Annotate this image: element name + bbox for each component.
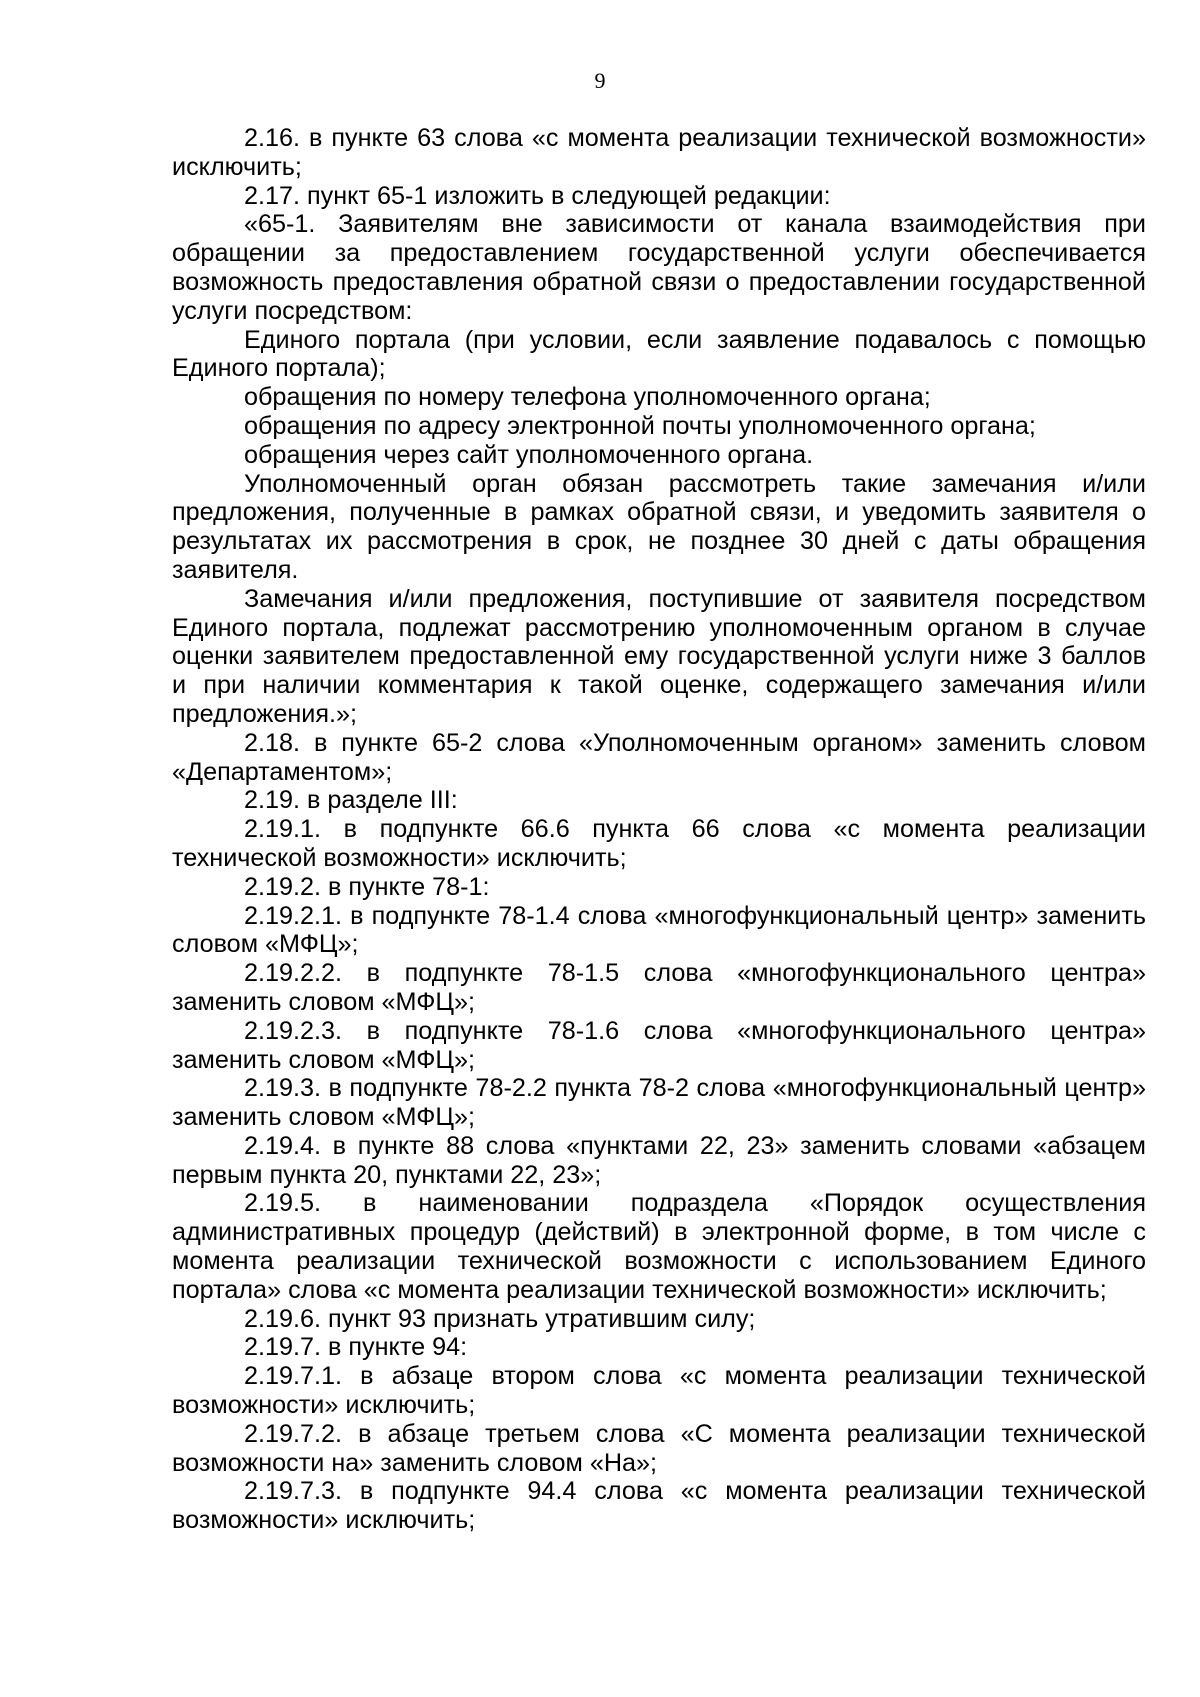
paragraph-2-19-7-3: 2.19.7.3. в подпункте 94.4 слова «с момента реализации технической возможности» исключить;	[172, 1477, 1146, 1535]
paragraph-2-19-2-1: 2.19.2.1. в подпункте 78-1.4 слова «многофункциональный центр» заменить словом «МФЦ»;	[172, 901, 1146, 959]
paragraph-2-19-3: 2.19.3. в подпункте 78-2.2 пункта 78-2 слова «многофункциональный центр» заменить словом «МФЦ»;	[172, 1074, 1146, 1132]
paragraph-email: обращения по адресу электронной почты уполномоченного органа;	[244, 411, 1036, 440]
paragraph-2-19-7-2: 2.19.7.2. в абзаце третьем слова «С момента реализации технической возможности на» заменить словом «На»;	[172, 1419, 1146, 1477]
paragraph-authority-obligation: Уполномоченный орган обязан рассмотреть такие замечания и/или предложения, полученные в рамках обратной связи, и уведомить заявителя о результатах их рассмотрения в срок, не позднее 30 дней с даты обращения заявителя.	[172, 469, 1146, 584]
paragraph-remarks: Замечания и/или предложения, поступившие от заявителя посредством Единого портала, подлежат рассмотрению уполномоченным органом в случае оценки заявителем предоставленной ему государственной услуги ниже 3 баллов и при наличии комментария к такой оценке, содержащего замечания и/или предложения.»;	[172, 584, 1146, 728]
paragraph-2-18: 2.18. в пункте 65-2 слова «Уполномоченным органом» заменить словом «Департаментом»;	[172, 728, 1146, 786]
paragraph-2-19-5: 2.19.5. в наименовании подраздела «Порядок осуществления административных процедур (действий) в электронной форме, в том числе с момента реализации технической возможности с использованием Единого портала» слова «с момента реализации технической возможности» исключить;	[172, 1189, 1146, 1304]
paragraph-2-19-1: 2.19.1. в подпункте 66.6 пункта 66 слова «с момента реализации технической возможности» исключить;	[172, 815, 1146, 872]
paragraph-2-19-7: 2.19.7. в пункте 94:	[244, 1333, 468, 1362]
paragraph-single-portal: Единого портала (при условии, если заявление подавалось с помощью Единого портала);	[172, 325, 1146, 383]
paragraph-2-16: 2.16. в пункте 63 слова «с момента реализации технической возможности» исключить;	[172, 124, 1146, 181]
paragraph-2-19-2-3: 2.19.2.3. в подпункте 78-1.6 слова «многофункционального центра» заменить словом «МФЦ»;	[172, 1016, 1146, 1074]
paragraph-2-19-4: 2.19.4. в пункте 88 слова «пунктами 22, 23» заменить словами «абзацем первым пункта 20, пунктами 22, 23»;	[172, 1131, 1146, 1189]
paragraph-2-19-2: 2.19.2. в пункте 78-1:	[244, 872, 490, 901]
document-body	[172, 124, 1146, 1535]
paragraph-phone: обращения по номеру телефона уполномоченного органа;	[244, 383, 931, 412]
paragraph-65-1: «65-1. Заявителям вне зависимости от канала взаимодействия при обращении за предоставлением государственной услуги обеспечивается возможность предоставления обратной связи о предоставлении государственной услуги посредством:	[172, 210, 1146, 325]
paragraph-2-19-6: 2.19.6. пункт 93 признать утратившим силу;	[244, 1304, 756, 1333]
paragraph-website: обращения через сайт уполномоченного органа.	[244, 440, 814, 469]
paragraph-2-19-2-2: 2.19.2.2. в подпункте 78-1.5 слова «многофункционального центра» заменить словом «МФЦ»;	[172, 959, 1146, 1016]
paragraph-2-19: 2.19. в разделе III:	[244, 786, 458, 815]
paragraph-2-17: 2.17. пункт 65-1 изложить в следующей редакции:	[244, 181, 831, 210]
page-number: 9	[594, 68, 606, 93]
paragraph-2-19-7-1: 2.19.7.1. в абзаце втором слова «с момента реализации технической возможности» исключить;	[172, 1362, 1146, 1420]
